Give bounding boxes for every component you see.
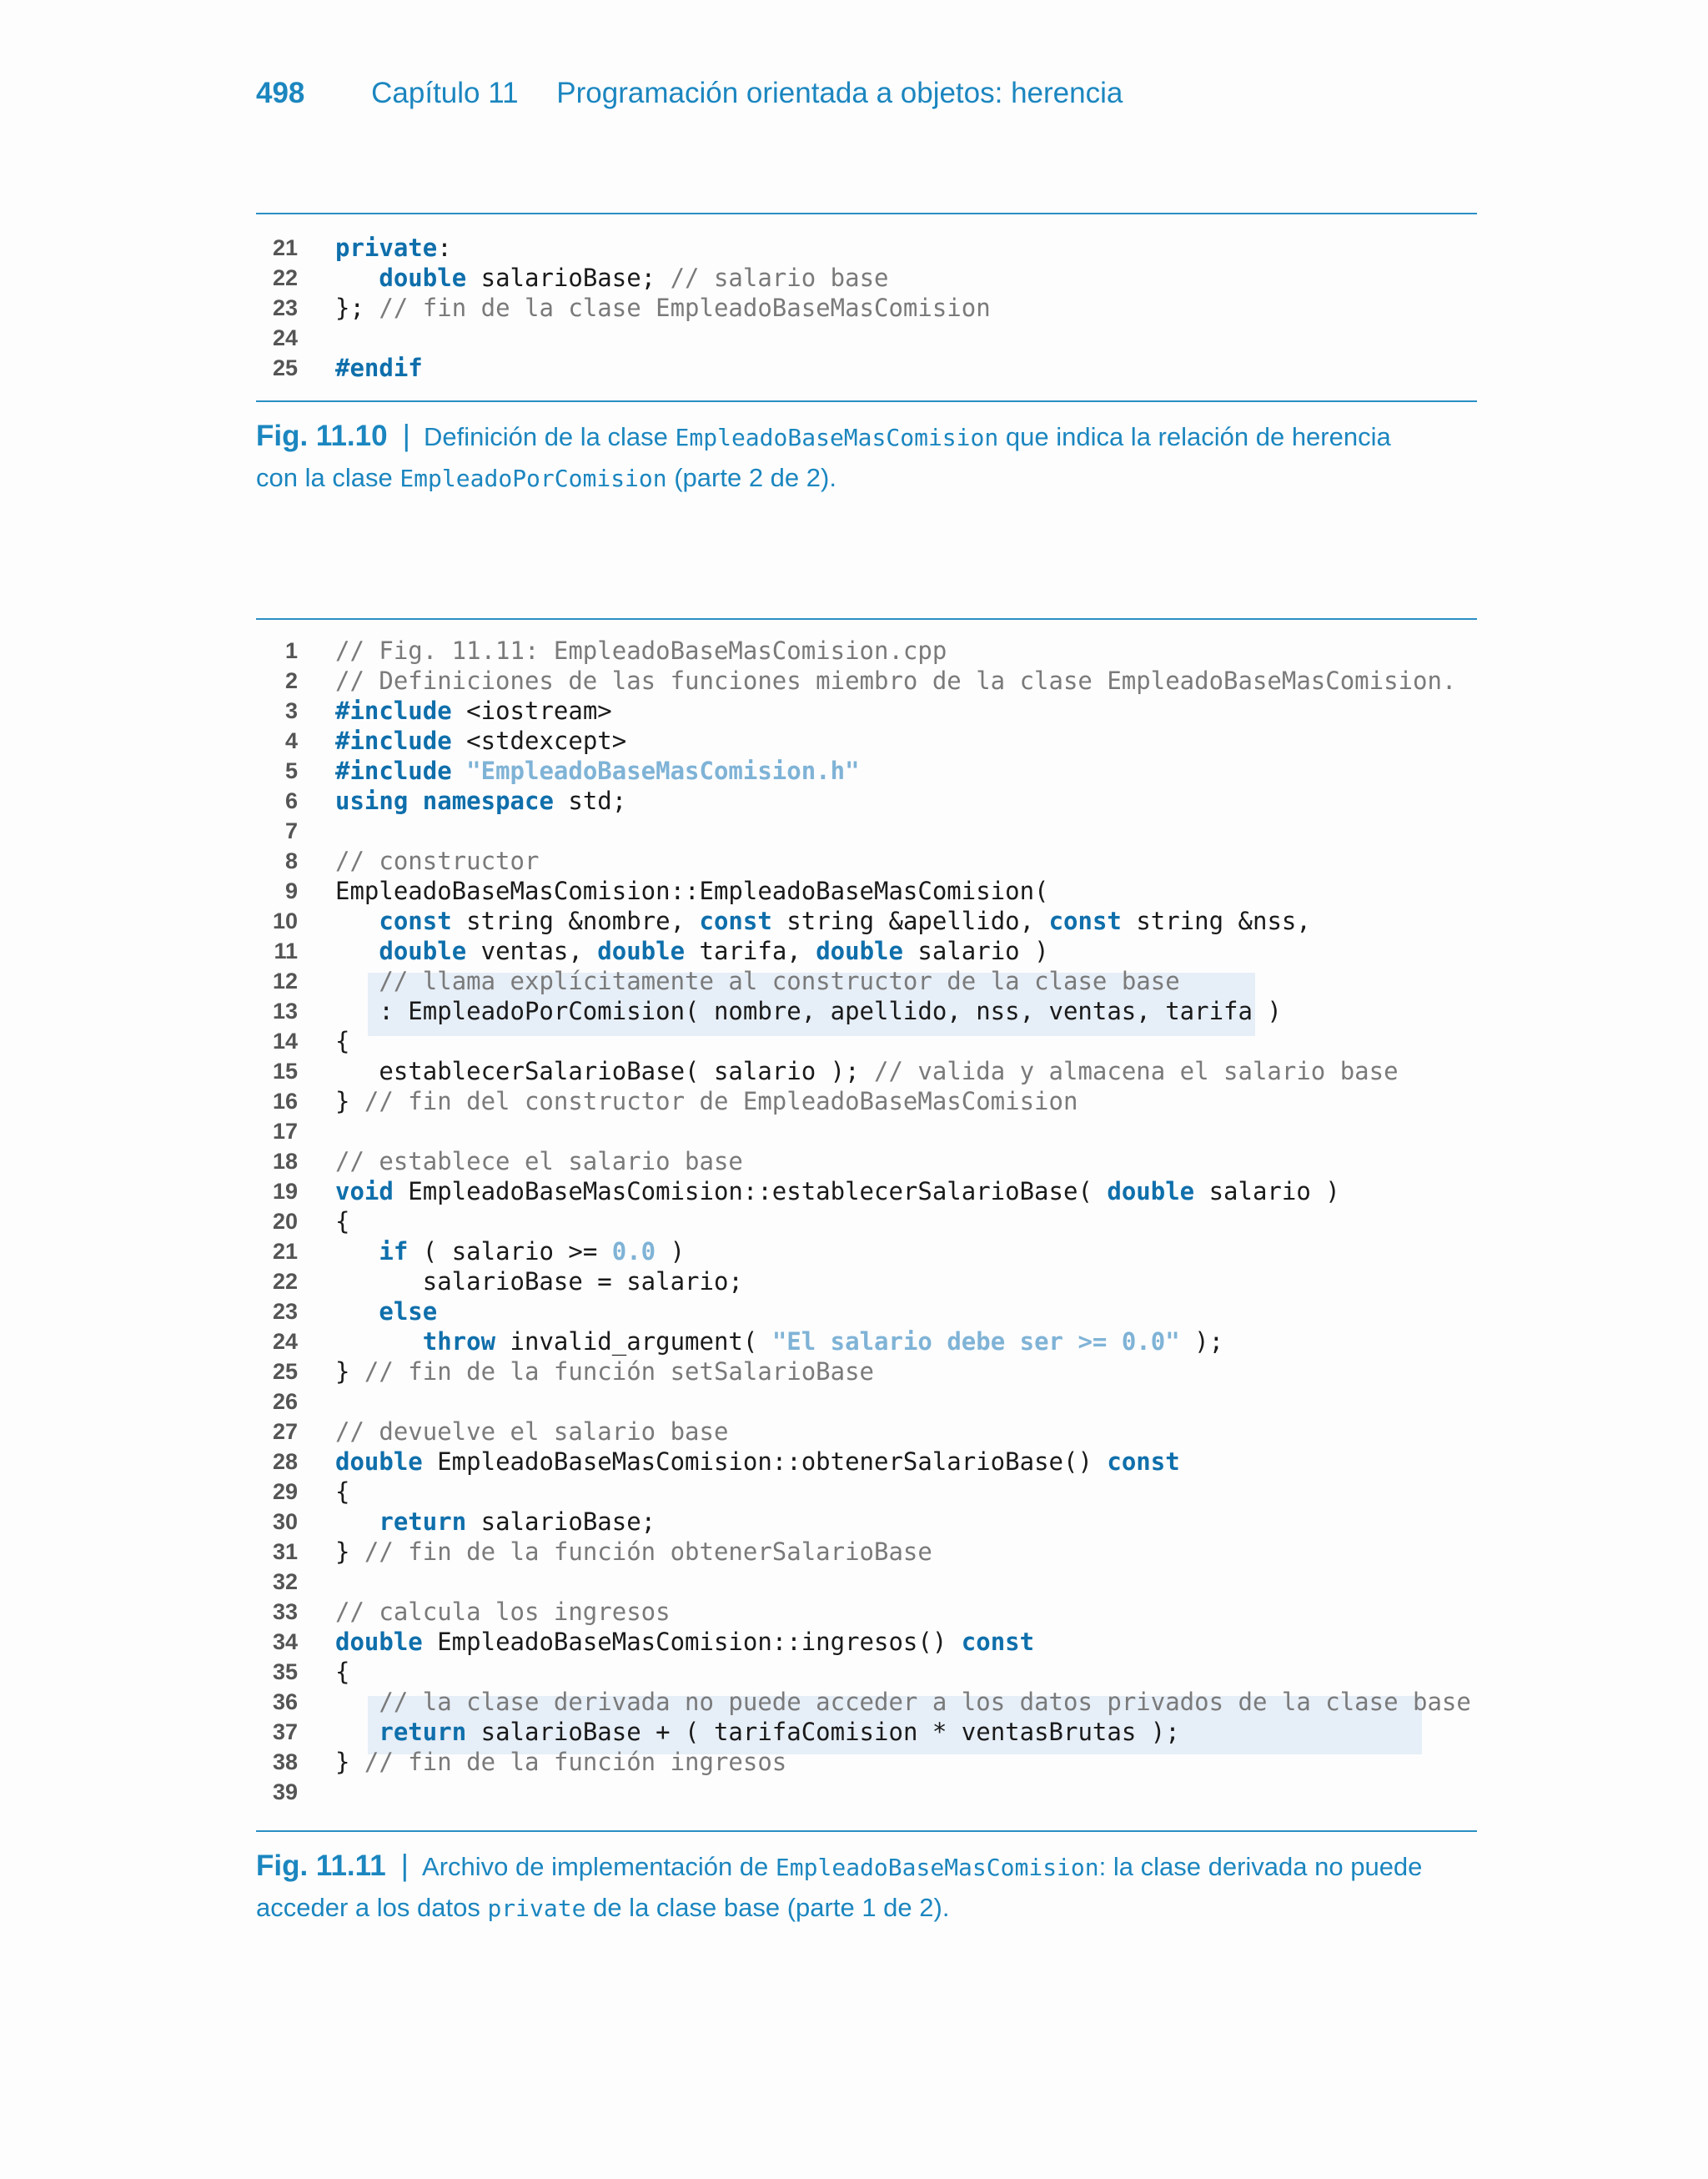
code-text: { [335,1477,350,1506]
line-number: 25 [272,1359,298,1384]
line-number: 11 [274,939,298,964]
code-text: // calcula los ingresos [335,1598,671,1626]
code-line [256,1236,1477,1266]
line-number: 26 [272,1389,298,1414]
code-line [256,876,1477,906]
code-line [256,1356,1477,1386]
line-number: 35 [272,1659,298,1684]
code-text: double EmpleadoBaseMasComision::obtenerSalarioBase() const [335,1447,1180,1476]
caption-text: con la clase [256,463,400,492]
code-line [256,1056,1477,1086]
code-line [256,906,1477,936]
line-number: 6 [284,788,298,813]
code-text: using namespace std; [335,787,627,815]
code-line [256,1657,1477,1687]
code-line [256,1296,1477,1326]
caption-divider: | [400,1848,409,1882]
code-line [256,1146,1477,1176]
line-number: 13 [272,999,298,1024]
line-number: 29 [272,1479,298,1504]
running-header [256,77,1123,110]
line-number: 20 [272,1209,298,1234]
code-line [256,786,1477,816]
line-number: 14 [272,1029,298,1054]
figure-rule [256,1830,1477,1832]
code-text: { [335,1027,350,1055]
code-text: // Fig. 11.11: EmpleadoBaseMasComision.cpp [335,637,947,665]
code-text: const string &nombre, const string &apellido, const string &nss, [379,907,1311,935]
code-line [256,936,1477,966]
line-number: 27 [272,1419,298,1444]
code-line [256,323,1477,353]
code-line [256,1266,1477,1296]
code-line [256,636,1477,666]
code-line [256,1386,1477,1417]
line-number: 8 [284,848,298,873]
chapter-title: Programación orientada a objetos: herencia [556,77,1123,109]
figure-rule [256,213,1477,214]
code-text: { [335,1658,350,1686]
code-line [256,1507,1477,1537]
line-number: 37 [272,1719,298,1744]
line-number: 22 [272,1269,298,1294]
code-text: salarioBase = salario; [335,1267,743,1296]
figure-rule [256,618,1477,620]
code-text: double salarioBase; // salario base [379,264,889,292]
code-text: // la clase derivada no puede acceder a los datos privados de la clase base [379,1688,1471,1716]
line-number: 12 [272,969,298,994]
code-text: // constructor [335,847,540,875]
line-number: 10 [272,908,298,933]
code-line [256,1717,1477,1747]
line-number: 34 [272,1629,298,1654]
figure-label: Fig. 11.10 [256,420,388,452]
code-listing-fig-11-10 [256,233,1477,383]
code-line [256,756,1477,786]
caption-text: Definición de la clase [423,422,676,451]
code-line [256,1747,1477,1777]
code-text: if ( salario >= 0.0 ) [379,1237,686,1266]
line-number: 38 [272,1749,298,1774]
code-line [256,1537,1477,1567]
code-text: // establece el salario base [335,1147,743,1175]
code-text: } // fin del constructor de EmpleadoBaseMasComision [335,1087,1078,1115]
code-text: // Definiciones de las funciones miembro de la clase EmpleadoBaseMasComision. [335,667,1457,695]
code-line [256,816,1477,846]
code-line [256,996,1477,1026]
caption-text: (parte 2 de 2). [666,463,836,492]
line-number: 15 [272,1059,298,1084]
code-line [256,1206,1477,1236]
code-line [256,1026,1477,1056]
caption-text: Archivo de implementación de [422,1852,776,1881]
code-text: { [335,1207,350,1235]
line-number: 33 [272,1599,298,1624]
caption-text: : la clase derivada no puede [1098,1852,1423,1881]
code-line [256,1567,1477,1597]
code-text: private: [335,234,452,262]
code-line [256,1627,1477,1657]
code-text: } // fin de la función obtenerSalarioBase [335,1537,932,1566]
code-line [256,666,1477,696]
code-text: }; // fin de la clase EmpleadoBaseMasComision [335,294,991,322]
line-number: 23 [272,295,298,320]
code-line [256,1447,1477,1477]
caption-code: private [487,1895,586,1922]
code-line [256,696,1477,726]
caption-text: de la clase base (parte 1 de 2). [585,1893,950,1922]
code-text: // llama explícitamente al constructor de la clase base [379,967,1180,995]
code-text: double ventas, double tarifa, double salario ) [379,937,1049,965]
code-text: #include <stdexcept> [335,727,627,755]
chapter-label: Capítulo 11 [371,77,519,109]
line-number: 23 [272,1299,298,1324]
line-number: 9 [284,878,298,903]
code-text: return salarioBase; [379,1507,656,1536]
code-line [256,233,1477,263]
line-number: 22 [272,265,298,290]
code-text: #include <iostream> [335,697,612,725]
line-number: 24 [272,325,298,350]
line-number: 18 [272,1149,298,1174]
code-text: #include "EmpleadoBaseMasComision.h" [335,757,860,785]
code-text: void EmpleadoBaseMasComision::establecerSalarioBase( double salario ) [335,1177,1340,1205]
line-number: 31 [272,1539,298,1564]
line-number: 32 [272,1569,298,1594]
line-number: 2 [284,668,298,693]
caption-code: EmpleadoBaseMasComision [675,424,999,451]
code-text: } // fin de la función setSalarioBase [335,1357,875,1386]
line-number: 30 [272,1509,298,1534]
code-text: establecerSalarioBase( salario ); // valida y almacena el salario base [335,1057,1399,1085]
code-line [256,1326,1477,1356]
code-text: } // fin de la función ingresos [335,1748,787,1776]
code-line [256,263,1477,293]
caption-code: EmpleadoBaseMasComision [775,1854,1099,1881]
code-line [256,1687,1477,1717]
line-number: 16 [272,1089,298,1114]
line-number: 21 [272,235,298,260]
line-number: 7 [284,818,298,843]
line-number: 39 [272,1779,298,1804]
code-text: double EmpleadoBaseMasComision::ingresos() const [335,1628,1035,1656]
line-number: 4 [284,728,298,753]
code-text: : EmpleadoPorComision( nombre, apellido, nss, ventas, tarifa ) [335,997,1282,1025]
figure-rule [256,400,1477,402]
code-line [256,1417,1477,1447]
line-number: 3 [284,698,298,723]
caption-text: acceder a los datos [256,1893,488,1922]
code-line [256,1176,1477,1206]
line-number: 1 [284,638,298,663]
line-number: 19 [272,1179,298,1204]
figure-caption-11-11 [256,1845,1477,1929]
code-line [256,846,1477,876]
page-number: 498 [256,77,305,109]
caption-divider: | [402,418,410,452]
figure-caption-11-10 [256,415,1477,499]
code-line [256,1086,1477,1116]
code-line [256,293,1477,323]
code-line [256,1477,1477,1507]
code-text: else [379,1297,438,1326]
code-line [256,1597,1477,1627]
line-number: 21 [272,1239,298,1264]
line-number: 25 [272,355,298,380]
caption-text: que indica la relación de herencia [998,422,1391,451]
code-line [256,353,1477,383]
line-number: 28 [272,1449,298,1474]
code-line [256,1116,1477,1146]
figure-label: Fig. 11.11 [256,1849,386,1882]
code-line [256,966,1477,996]
caption-code: EmpleadoPorComision [399,465,667,492]
line-number: 24 [272,1329,298,1354]
code-text: throw invalid_argument( "El salario debe ser >= 0.0" ); [422,1327,1224,1356]
code-line [256,726,1477,756]
code-text: return salarioBase + ( tarifaComision * ventasBrutas ); [379,1718,1180,1746]
line-number: 17 [272,1119,298,1144]
code-text: EmpleadoBaseMasComision::EmpleadoBaseMasComision( [335,877,1049,905]
line-number: 5 [284,758,298,783]
code-line [256,1777,1477,1807]
code-text: #endif [335,354,423,382]
line-number: 36 [272,1689,298,1714]
code-listing-fig-11-11 [256,636,1477,1807]
code-text: // devuelve el salario base [335,1417,729,1446]
